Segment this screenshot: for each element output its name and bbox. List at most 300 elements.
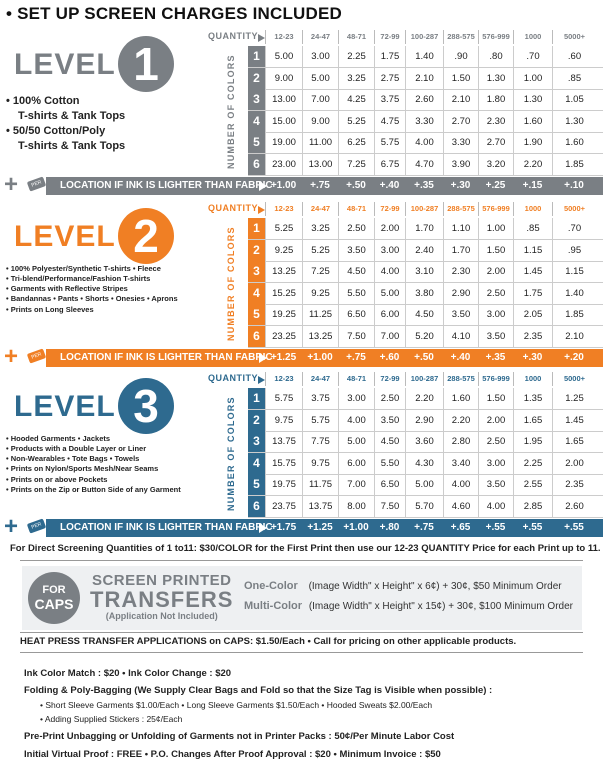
price-cell: 4.10 — [443, 326, 478, 347]
price-cell: 1.30 — [513, 89, 552, 110]
garment-item: • Garments with Reflective Stripes — [6, 284, 128, 294]
price-cell: 3.30 — [443, 132, 478, 153]
price-cell: 2.90 — [443, 283, 478, 304]
garment-item: • 50/50 Cotton/Poly — [6, 124, 106, 137]
price-cell: 3.00 — [374, 240, 405, 261]
price-cell: 2.35 — [552, 474, 596, 495]
price-cell: 3.00 — [478, 453, 513, 474]
price-cell: 1.85 — [552, 154, 596, 175]
ink-surcharge: +.15 — [522, 180, 543, 191]
price-cell: 2.50 — [478, 283, 513, 304]
price-cell: 1.90 — [513, 132, 552, 153]
ink-surcharge: +.55 — [564, 522, 584, 533]
price-cell: 2.80 — [443, 431, 478, 452]
price-cell: 3.75 — [374, 89, 405, 110]
price-cell: 1.15 — [513, 240, 552, 261]
level-section-1 — [0, 30, 603, 200]
price-cell: 9.00 — [302, 111, 338, 132]
garment-item: • Non-Wearables • Tote Bags • Towels — [6, 454, 140, 464]
per-badge: PER — [27, 176, 46, 191]
price-cell: 8.00 — [338, 496, 374, 517]
price-cell: .60 — [552, 46, 596, 67]
price-cell: 2.30 — [443, 261, 478, 282]
price-cell: 1.05 — [552, 89, 596, 110]
price-cell: 9.75 — [302, 453, 338, 474]
price-cell: 1.50 — [478, 388, 513, 409]
price-cell: 7.00 — [338, 474, 374, 495]
column-header: 12-23 — [265, 202, 302, 216]
price-cell: 4.50 — [405, 304, 443, 325]
price-cell: 5.00 — [265, 46, 302, 67]
ink-location-label: LOCATION IF INK IS LIGHTER THAN FABRIC — [60, 352, 273, 363]
price-cell: 4.50 — [338, 261, 374, 282]
price-cell: 2.70 — [478, 132, 513, 153]
ink-surcharge: +.80 — [379, 522, 400, 533]
price-cell: 2.25 — [513, 453, 552, 474]
price-cell: 9.75 — [265, 410, 302, 431]
price-cell: 2.05 — [513, 304, 552, 325]
price-cell: 1.10 — [443, 218, 478, 239]
price-cell: 3.90 — [443, 154, 478, 175]
price-cell: 1.30 — [552, 111, 596, 132]
ink-lighter-bar — [0, 171, 603, 198]
price-cell: .90 — [443, 46, 478, 67]
price-cell: 11.25 — [302, 304, 338, 325]
price-cell: 1.45 — [552, 410, 596, 431]
column-header: 100-287 — [405, 202, 443, 216]
arrow-right-icon — [258, 206, 265, 214]
row-divider — [248, 347, 603, 348]
price-cell: 2.50 — [338, 218, 374, 239]
price-cell: 2.60 — [552, 496, 596, 517]
price-cell: 1.00 — [513, 68, 552, 89]
price-cell: 1.00 — [478, 218, 513, 239]
price-cell: 13.75 — [265, 431, 302, 452]
ink-surcharge: +1.00 — [270, 180, 297, 191]
price-cell: 1.95 — [513, 431, 552, 452]
garment-item: • Bandannas • Pants • Shorts • Onesies • Aprons — [6, 294, 178, 304]
number-of-colors-label: NUMBER OF COLORS — [226, 226, 236, 342]
price-cell: 7.00 — [302, 89, 338, 110]
price-cell: 15.00 — [265, 111, 302, 132]
color-count: 2 — [248, 68, 265, 89]
column-header: 24-47 — [302, 30, 338, 44]
level-number-badge: 1 — [118, 36, 174, 92]
price-cell: 19.75 — [265, 474, 302, 495]
price-cell: 5.50 — [374, 453, 405, 474]
price-cell: 3.20 — [478, 154, 513, 175]
price-cell: 2.90 — [405, 410, 443, 431]
price-cell: 3.80 — [405, 283, 443, 304]
ink-surcharge: +1.75 — [270, 522, 297, 533]
price-cell: 6.50 — [338, 304, 374, 325]
column-header: 5000+ — [552, 202, 596, 216]
level-garment-list — [6, 264, 178, 315]
price-cell: 1.40 — [552, 283, 596, 304]
column-header: 48-71 — [338, 30, 374, 44]
garment-item: T-shirts & Tank Tops — [18, 139, 126, 152]
price-cell: 5.70 — [405, 496, 443, 517]
row-divider — [248, 517, 603, 518]
price-cell: 5.75 — [374, 132, 405, 153]
price-cell: 1.25 — [552, 388, 596, 409]
column-header: 288-575 — [443, 202, 478, 216]
price-cell: 19.25 — [265, 304, 302, 325]
price-cell: 3.50 — [374, 410, 405, 431]
proof-fees: Initial Virtual Proof : FREE • P.O. Changes After Proof Approval : $20 • Minimum Invoice : $50 — [24, 749, 441, 760]
column-header: 24-47 — [302, 202, 338, 216]
price-cell: 2.30 — [478, 111, 513, 132]
column-header: 48-71 — [338, 202, 374, 216]
column-header: 12-23 — [265, 30, 302, 44]
for-caps-badge: FOR CAPS — [28, 572, 80, 624]
price-cell: 7.00 — [374, 326, 405, 347]
ink-surcharge: +1.25 — [307, 522, 333, 533]
price-cell: 5.25 — [338, 111, 374, 132]
column-header: 5000+ — [552, 30, 596, 44]
price-cell: 2.00 — [374, 218, 405, 239]
ink-surcharge: +.40 — [379, 180, 400, 191]
quantity-label: QUANTITY — [208, 31, 258, 41]
price-cell: 2.35 — [513, 326, 552, 347]
price-cell: 3.10 — [405, 261, 443, 282]
price-cell: 4.50 — [374, 431, 405, 452]
level-title: LEVEL — [14, 220, 116, 253]
level-number-badge: 3 — [118, 378, 174, 434]
price-cell: 6.50 — [374, 474, 405, 495]
price-cell: 1.30 — [478, 68, 513, 89]
price-cell: 3.00 — [478, 304, 513, 325]
price-cell: 11.00 — [302, 132, 338, 153]
price-cell: 2.10 — [443, 89, 478, 110]
price-cell: 5.25 — [265, 218, 302, 239]
ink-surcharge: +.30 — [522, 352, 543, 363]
ink-surcharge: +.60 — [379, 352, 400, 363]
ink-lighter-bar — [0, 513, 603, 540]
column-header: 12-23 — [265, 372, 302, 386]
one-color-pricing: One-Color (Image Width" x Height" x 6¢) + 30¢, $50 Minimum Order — [244, 580, 562, 592]
arrow-right-icon — [258, 34, 265, 42]
color-count: 3 — [248, 261, 265, 282]
price-cell: 13.75 — [302, 496, 338, 517]
ink-surcharge: +.35 — [414, 180, 434, 191]
price-cell: 9.00 — [265, 68, 302, 89]
price-cell: 13.00 — [265, 89, 302, 110]
level-section-2 — [0, 202, 603, 372]
ink-surcharge: +.55 — [485, 522, 506, 533]
price-cell: 5.75 — [265, 388, 302, 409]
price-cell: 2.50 — [374, 388, 405, 409]
ink-location-label: LOCATION IF INK IS LIGHTER THAN FABRIC — [60, 522, 273, 533]
price-cell: 4.00 — [443, 474, 478, 495]
caps-transfer-box — [22, 566, 582, 630]
price-cell: 5.75 — [302, 410, 338, 431]
price-cell: 1.40 — [405, 46, 443, 67]
ink-surcharge: +1.25 — [270, 352, 297, 363]
price-cell: 2.60 — [405, 89, 443, 110]
column-header: 48-71 — [338, 372, 374, 386]
price-cell: 15.75 — [265, 453, 302, 474]
color-count: 4 — [248, 453, 265, 474]
price-cell: .70 — [552, 218, 596, 239]
ink-fees: Ink Color Match : $20 • Ink Color Change : $20 — [24, 668, 232, 679]
per-badge: PER — [27, 348, 46, 363]
color-count: 6 — [248, 326, 265, 347]
garment-item: • Prints on Long Sleeves — [6, 304, 94, 314]
color-count: 5 — [248, 474, 265, 495]
ink-surcharge: +.65 — [450, 522, 471, 533]
column-header: 72-99 — [374, 372, 405, 386]
folding-sub-1: • Short Sleeve Garments $1.00/Each • Long Sleeve Garments $1.50/Each • Hooded Sweats $2.00/Each — [40, 700, 433, 710]
price-cell: 1.75 — [374, 46, 405, 67]
ink-surcharge: +.75 — [310, 180, 330, 191]
price-cell: 1.50 — [478, 240, 513, 261]
price-cell: 2.00 — [478, 261, 513, 282]
divider — [20, 652, 583, 653]
price-cell: 3.50 — [478, 474, 513, 495]
direct-screening-note: For Direct Screening Quantities of 1 to11: $30/COLOR for the First Print then use our 12-23 QUANTITY Price for each Print up to 11. — [10, 543, 601, 554]
garment-item: T-shirts & Tank Tops — [18, 109, 126, 122]
ink-surcharge: +.50 — [346, 180, 366, 191]
price-cell: 4.00 — [478, 496, 513, 517]
ink-surcharge: +.55 — [522, 522, 543, 533]
column-header: 288-575 — [443, 30, 478, 44]
price-cell: 2.25 — [338, 46, 374, 67]
level-number-badge: 2 — [118, 208, 174, 264]
color-count: 4 — [248, 283, 265, 304]
price-cell: 1.65 — [513, 410, 552, 431]
arrow-right-icon — [258, 376, 265, 384]
price-cell: 15.25 — [265, 283, 302, 304]
price-cell: 7.25 — [338, 154, 374, 175]
color-count: 6 — [248, 496, 265, 517]
price-cell: 4.30 — [405, 453, 443, 474]
price-cell: 23.75 — [265, 496, 302, 517]
price-cell: 4.70 — [405, 154, 443, 175]
garment-item: • Prints on or above Pockets — [6, 474, 108, 484]
ink-location-label: LOCATION IF INK IS LIGHTER THAN FABRIC — [60, 180, 273, 191]
column-header: 576-999 — [478, 30, 513, 44]
price-cell: 1.65 — [552, 431, 596, 452]
column-header: 1000 — [513, 30, 552, 44]
plus-icon: + — [4, 513, 19, 540]
price-cell: 1.60 — [513, 111, 552, 132]
price-cell: 7.25 — [302, 261, 338, 282]
price-cell: 6.00 — [374, 304, 405, 325]
price-cell: 5.50 — [338, 283, 374, 304]
garment-item: • 100% Polyester/Synthetic T-shirts • Fleece — [6, 264, 161, 273]
price-cell: 1.50 — [443, 68, 478, 89]
ink-surcharge: +1.00 — [343, 522, 369, 533]
preprint-fees: Pre-Print Unbagging or Unfolding of Garments not in Printer Packs : 50¢/Per Minute Labor Cost — [24, 731, 455, 742]
column-header: 288-575 — [443, 372, 478, 386]
price-cell: 2.55 — [513, 474, 552, 495]
price-cell: 2.10 — [405, 68, 443, 89]
ink-surcharge: +.40 — [450, 352, 471, 363]
color-count: 3 — [248, 89, 265, 110]
price-cell: 13.00 — [302, 154, 338, 175]
price-cell: 7.50 — [374, 496, 405, 517]
color-count: 1 — [248, 388, 265, 409]
price-cell: 7.50 — [338, 326, 374, 347]
price-cell: 4.00 — [405, 132, 443, 153]
garment-item: • Products with a Double Layer or Liner — [6, 444, 147, 454]
price-cell: 4.60 — [443, 496, 478, 517]
price-cell: 23.00 — [265, 154, 302, 175]
price-cell: 23.25 — [265, 326, 302, 347]
column-header: 576-999 — [478, 372, 513, 386]
column-header: 100-287 — [405, 372, 443, 386]
divider — [20, 632, 583, 633]
price-cell: 5.20 — [405, 326, 443, 347]
heat-press-note: HEAT PRESS TRANSFER APPLICATIONS on CAPS: $1.50/Each • Call for pricing on other applicable products. — [20, 636, 517, 647]
color-count: 5 — [248, 304, 265, 325]
price-cell: 1.85 — [552, 304, 596, 325]
ink-surcharge: +.50 — [414, 352, 434, 363]
price-cell: 3.25 — [302, 218, 338, 239]
column-header: 72-99 — [374, 30, 405, 44]
price-cell: 1.15 — [552, 261, 596, 282]
color-count: 3 — [248, 431, 265, 452]
price-cell: 5.00 — [405, 474, 443, 495]
price-cell: 1.45 — [513, 261, 552, 282]
price-cell: 2.20 — [443, 410, 478, 431]
price-cell: 13.25 — [265, 261, 302, 282]
page-title: • SET UP SCREEN CHARGES INCLUDED — [6, 4, 343, 23]
quantity-label: QUANTITY — [208, 373, 258, 383]
column-header: 5000+ — [552, 372, 596, 386]
price-cell: .85 — [552, 68, 596, 89]
row-divider — [248, 175, 603, 176]
price-cell: 1.75 — [513, 283, 552, 304]
ink-surcharge: +.20 — [564, 352, 584, 363]
ink-surcharge: +.10 — [564, 180, 584, 191]
ink-lighter-bar — [0, 343, 603, 370]
quantity-label: QUANTITY — [208, 203, 258, 213]
color-count: 5 — [248, 132, 265, 153]
price-cell: 1.60 — [443, 388, 478, 409]
price-cell: 1.70 — [405, 218, 443, 239]
price-cell: 6.00 — [338, 453, 374, 474]
color-count: 2 — [248, 240, 265, 261]
divider — [20, 560, 583, 561]
color-count: 1 — [248, 218, 265, 239]
price-cell: 2.20 — [513, 154, 552, 175]
price-cell: 2.10 — [552, 326, 596, 347]
garment-item: • 100% Cotton — [6, 95, 80, 107]
ink-surcharge: +.25 — [485, 180, 506, 191]
price-cell: 5.00 — [338, 431, 374, 452]
per-badge: PER — [27, 518, 46, 533]
price-cell: 5.25 — [302, 240, 338, 261]
number-of-colors-label: NUMBER OF COLORS — [226, 396, 236, 512]
price-cell: 7.75 — [302, 431, 338, 452]
price-cell: 2.00 — [552, 453, 596, 474]
garment-item: • Prints on Nylon/Sports Mesh/Near Seams — [6, 464, 159, 474]
level-title: LEVEL — [14, 390, 116, 423]
ink-surcharge: +.75 — [346, 352, 366, 363]
price-cell: 1.60 — [552, 132, 596, 153]
price-cell: .70 — [513, 46, 552, 67]
price-cell: 2.20 — [405, 388, 443, 409]
color-count: 2 — [248, 410, 265, 431]
price-cell: 4.00 — [374, 261, 405, 282]
garment-item: • Hooded Garments • Jackets — [6, 434, 111, 443]
ink-surcharge: +.30 — [450, 180, 471, 191]
column-header: 100-287 — [405, 30, 443, 44]
price-cell: 19.00 — [265, 132, 302, 153]
price-cell: 1.80 — [478, 89, 513, 110]
transfers-title: SCREEN PRINTED TRANSFERS (Application Not Included) — [90, 572, 234, 621]
price-cell: 13.25 — [302, 326, 338, 347]
price-cell: 1.70 — [443, 240, 478, 261]
multi-color-pricing: Multi-Color (Image Width" x Height" x 15¢) + 30¢, $100 Minimum Order — [244, 600, 573, 612]
folding-sub-2: • Adding Supplied Stickers : 25¢/Each — [40, 714, 183, 724]
garment-item: • Prints on the Zip or Button Side of any Garment — [6, 484, 181, 494]
folding-fees: Folding & Poly-Bagging (We Supply Clear Bags and Fold so that the Size Tag is Visible when possible) : — [24, 685, 493, 696]
price-cell: 9.25 — [265, 240, 302, 261]
price-cell: 2.75 — [374, 68, 405, 89]
plus-icon: + — [4, 343, 19, 370]
number-of-colors-label: NUMBER OF COLORS — [226, 54, 236, 170]
column-header: 24-47 — [302, 372, 338, 386]
column-header: 72-99 — [374, 202, 405, 216]
price-cell: .95 — [552, 240, 596, 261]
column-header: 1000 — [513, 202, 552, 216]
price-cell: 9.25 — [302, 283, 338, 304]
color-count: 4 — [248, 111, 265, 132]
price-cell: 5.00 — [374, 283, 405, 304]
level-garment-list — [6, 434, 181, 495]
color-count: 1 — [248, 46, 265, 67]
price-cell: 4.75 — [374, 111, 405, 132]
level-garment-list — [6, 94, 125, 153]
price-cell: 3.50 — [478, 326, 513, 347]
price-cell: 2.40 — [405, 240, 443, 261]
level-title: LEVEL — [14, 48, 116, 81]
price-cell: .85 — [513, 218, 552, 239]
ink-surcharge: +.35 — [485, 352, 506, 363]
price-cell: 3.50 — [338, 240, 374, 261]
column-header: 1000 — [513, 372, 552, 386]
price-cell: 3.00 — [302, 46, 338, 67]
ink-surcharge: +1.00 — [307, 352, 333, 363]
price-cell: 3.50 — [443, 304, 478, 325]
price-cell: 4.00 — [338, 410, 374, 431]
price-cell: 3.75 — [302, 388, 338, 409]
price-cell: 3.00 — [338, 388, 374, 409]
price-cell: 3.25 — [338, 68, 374, 89]
plus-icon: + — [4, 171, 19, 198]
color-count: 6 — [248, 154, 265, 175]
garment-item: • Tri-blend/Performance/Fashion T-shirts — [6, 274, 151, 284]
price-cell: 6.25 — [338, 132, 374, 153]
price-cell: 1.35 — [513, 388, 552, 409]
level-section-3 — [0, 372, 603, 542]
price-cell: 4.25 — [338, 89, 374, 110]
price-cell: 6.75 — [374, 154, 405, 175]
price-cell: 11.75 — [302, 474, 338, 495]
price-cell: 3.30 — [405, 111, 443, 132]
price-cell: 5.00 — [302, 68, 338, 89]
price-cell: 2.00 — [478, 410, 513, 431]
price-cell: 2.50 — [478, 431, 513, 452]
price-cell: 3.60 — [405, 431, 443, 452]
price-cell: 2.70 — [443, 111, 478, 132]
ink-surcharge: +.75 — [414, 522, 434, 533]
price-cell: 3.40 — [443, 453, 478, 474]
column-header: 576-999 — [478, 202, 513, 216]
